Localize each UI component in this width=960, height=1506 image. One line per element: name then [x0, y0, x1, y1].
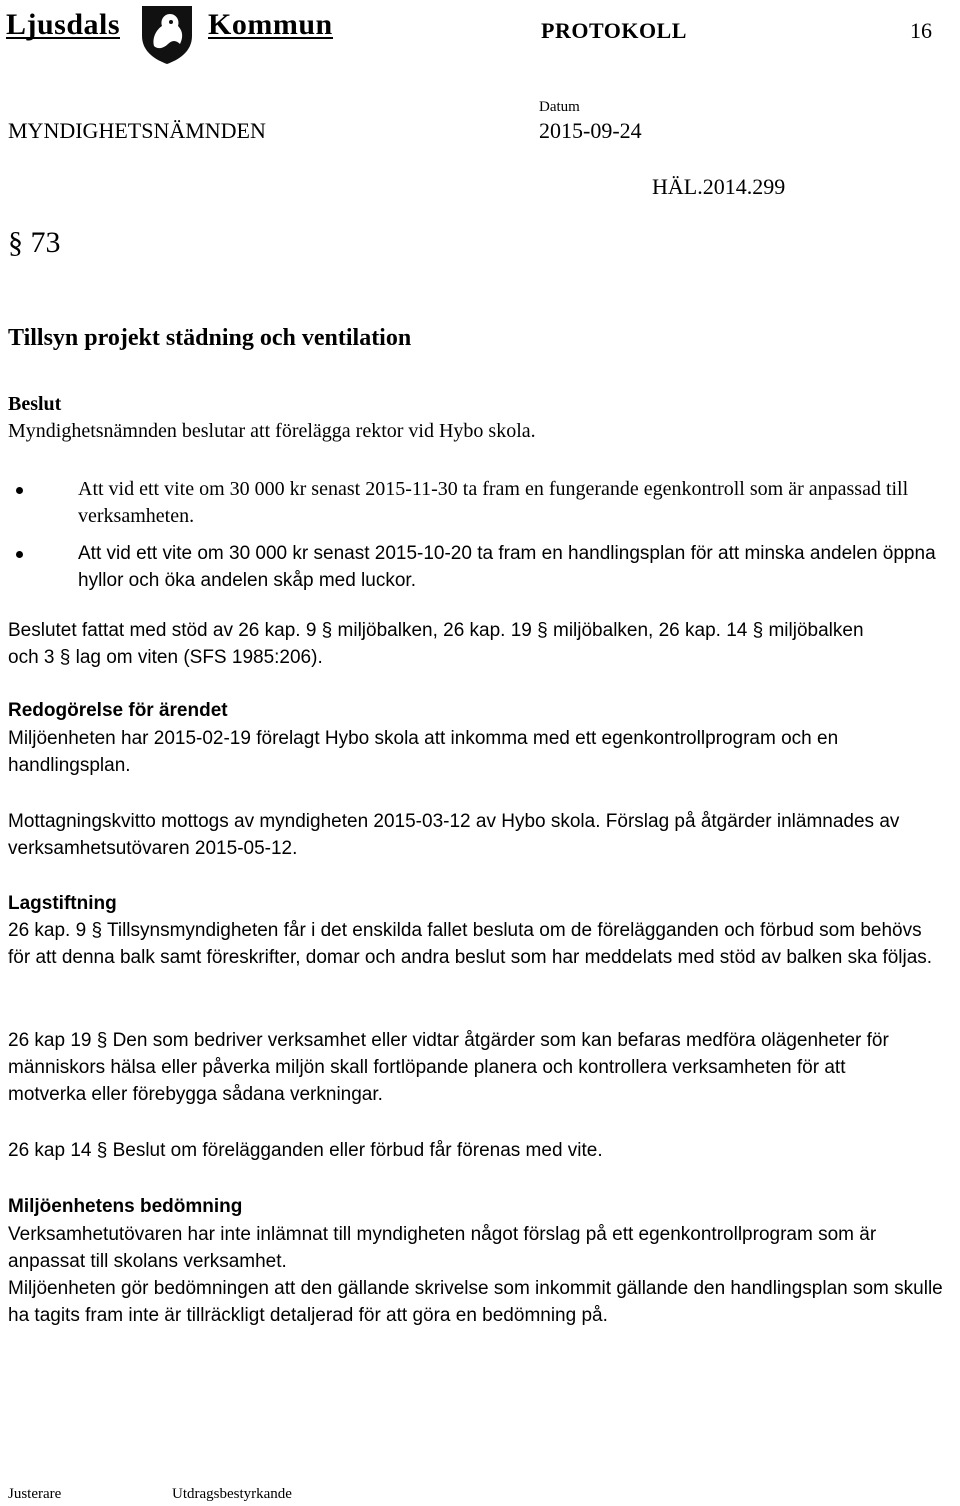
section-title: Tillsyn projekt städning och ventilation	[8, 325, 412, 351]
list-item-text: Att vid ett vite om 30 000 kr senast 2015-10-20 ta fram en handlingsplan för att minska andelen öppna hyllor och öka andelen skåp med luckor.	[78, 543, 936, 591]
footer-utdragsbestyrkande: Utdragsbestyrkande	[172, 1486, 292, 1502]
document-type: PROTOKOLL	[541, 18, 687, 43]
lagstiftning-heading: Lagstiftning	[8, 893, 117, 914]
municipality-logo	[6, 2, 366, 66]
page-number: 16	[910, 18, 932, 43]
legal-basis: Beslutet fattat med stöd av 26 kap. 9 § miljöbalken, 26 kap. 19 § miljöbalken, 26 kap. 14 § miljöbalken och 3 § lag om viten (SFS 1985:206).	[8, 620, 864, 668]
lagstiftning-paragraph-3: 26 kap 14 § Beslut om förelägganden eller förbud får förenas med vite.	[8, 1140, 603, 1161]
logo-text-left: Ljusdals	[6, 8, 121, 41]
lagstiftning-paragraph-2: 26 kap 19 § Den som bedriver verksamhet eller vidtar åtgärder som kan befaras medföra olägenheter för människors hälsa eller påverka miljön skall fortlöpande planera och kontrollera verksamheten för att motverka eller förebygga sådana verkningar.	[8, 1030, 889, 1105]
section-number: § 73	[8, 226, 61, 259]
beslut-intro: Myndighetsnämnden beslutar att förelägga rektor vid Hybo skola.	[8, 420, 536, 442]
bullet-icon	[16, 551, 23, 558]
case-number: HÄL.2014.299	[652, 174, 786, 199]
redogorelse-paragraph-2: Mottagningskvitto mottogs av myndigheten 2015-03-12 av Hybo skola. Förslag på åtgärder inlämnades av verksamhetsutövaren 2015-05-12.	[8, 811, 900, 859]
lagstiftning-paragraph-1: 26 kap. 9 § Tillsynsmyndigheten får i det enskilda fallet besluta om de förelägganden och förbud som behövs för att denna balk samt föreskrifter, domar och andra beslut som har meddelats med stöd av balken ska följas.	[8, 920, 933, 968]
bedomning-paragraph-1: Verksamhetutövaren har inte inlämnat till myndigheten något förslag på ett egenkontrollprogram som är anpassat till skolans verksamhet.	[8, 1224, 877, 1272]
list-item	[16, 540, 946, 594]
date-label: Datum	[539, 99, 580, 115]
list-item	[16, 476, 946, 530]
beslut-list	[16, 476, 946, 594]
date-value: 2015-09-24	[539, 118, 642, 143]
bedomning-heading: Miljöenhetens bedömning	[8, 1196, 243, 1217]
bullet-icon	[16, 487, 23, 494]
beslut-heading: Beslut	[8, 393, 62, 415]
committee-name: MYNDIGHETSNÄMNDEN	[8, 118, 266, 143]
footer-justerare: Justerare	[8, 1486, 62, 1502]
bedomning-paragraph-2: Miljöenheten gör bedömningen att den gällande skrivelse som inkommit gällande den handlingsplan som skulle ha tagits fram inte är tillräckligt detaljerad för att göra en bedömning på.	[8, 1278, 943, 1326]
redogorelse-paragraph-1: Miljöenheten har 2015-02-19 förelagt Hybo skola att inkomma med ett egenkontrollprogram och en handlingsplan.	[8, 728, 839, 776]
redogorelse-heading: Redogörelse för ärendet	[8, 700, 228, 721]
coat-of-arms-icon	[138, 2, 196, 66]
logo-text-right: Kommun	[208, 8, 333, 41]
list-item-text: Att vid ett vite om 30 000 kr senast 2015-11-30 ta fram en fungerande egenkontroll som är anpassad till verksamheten.	[78, 478, 909, 527]
